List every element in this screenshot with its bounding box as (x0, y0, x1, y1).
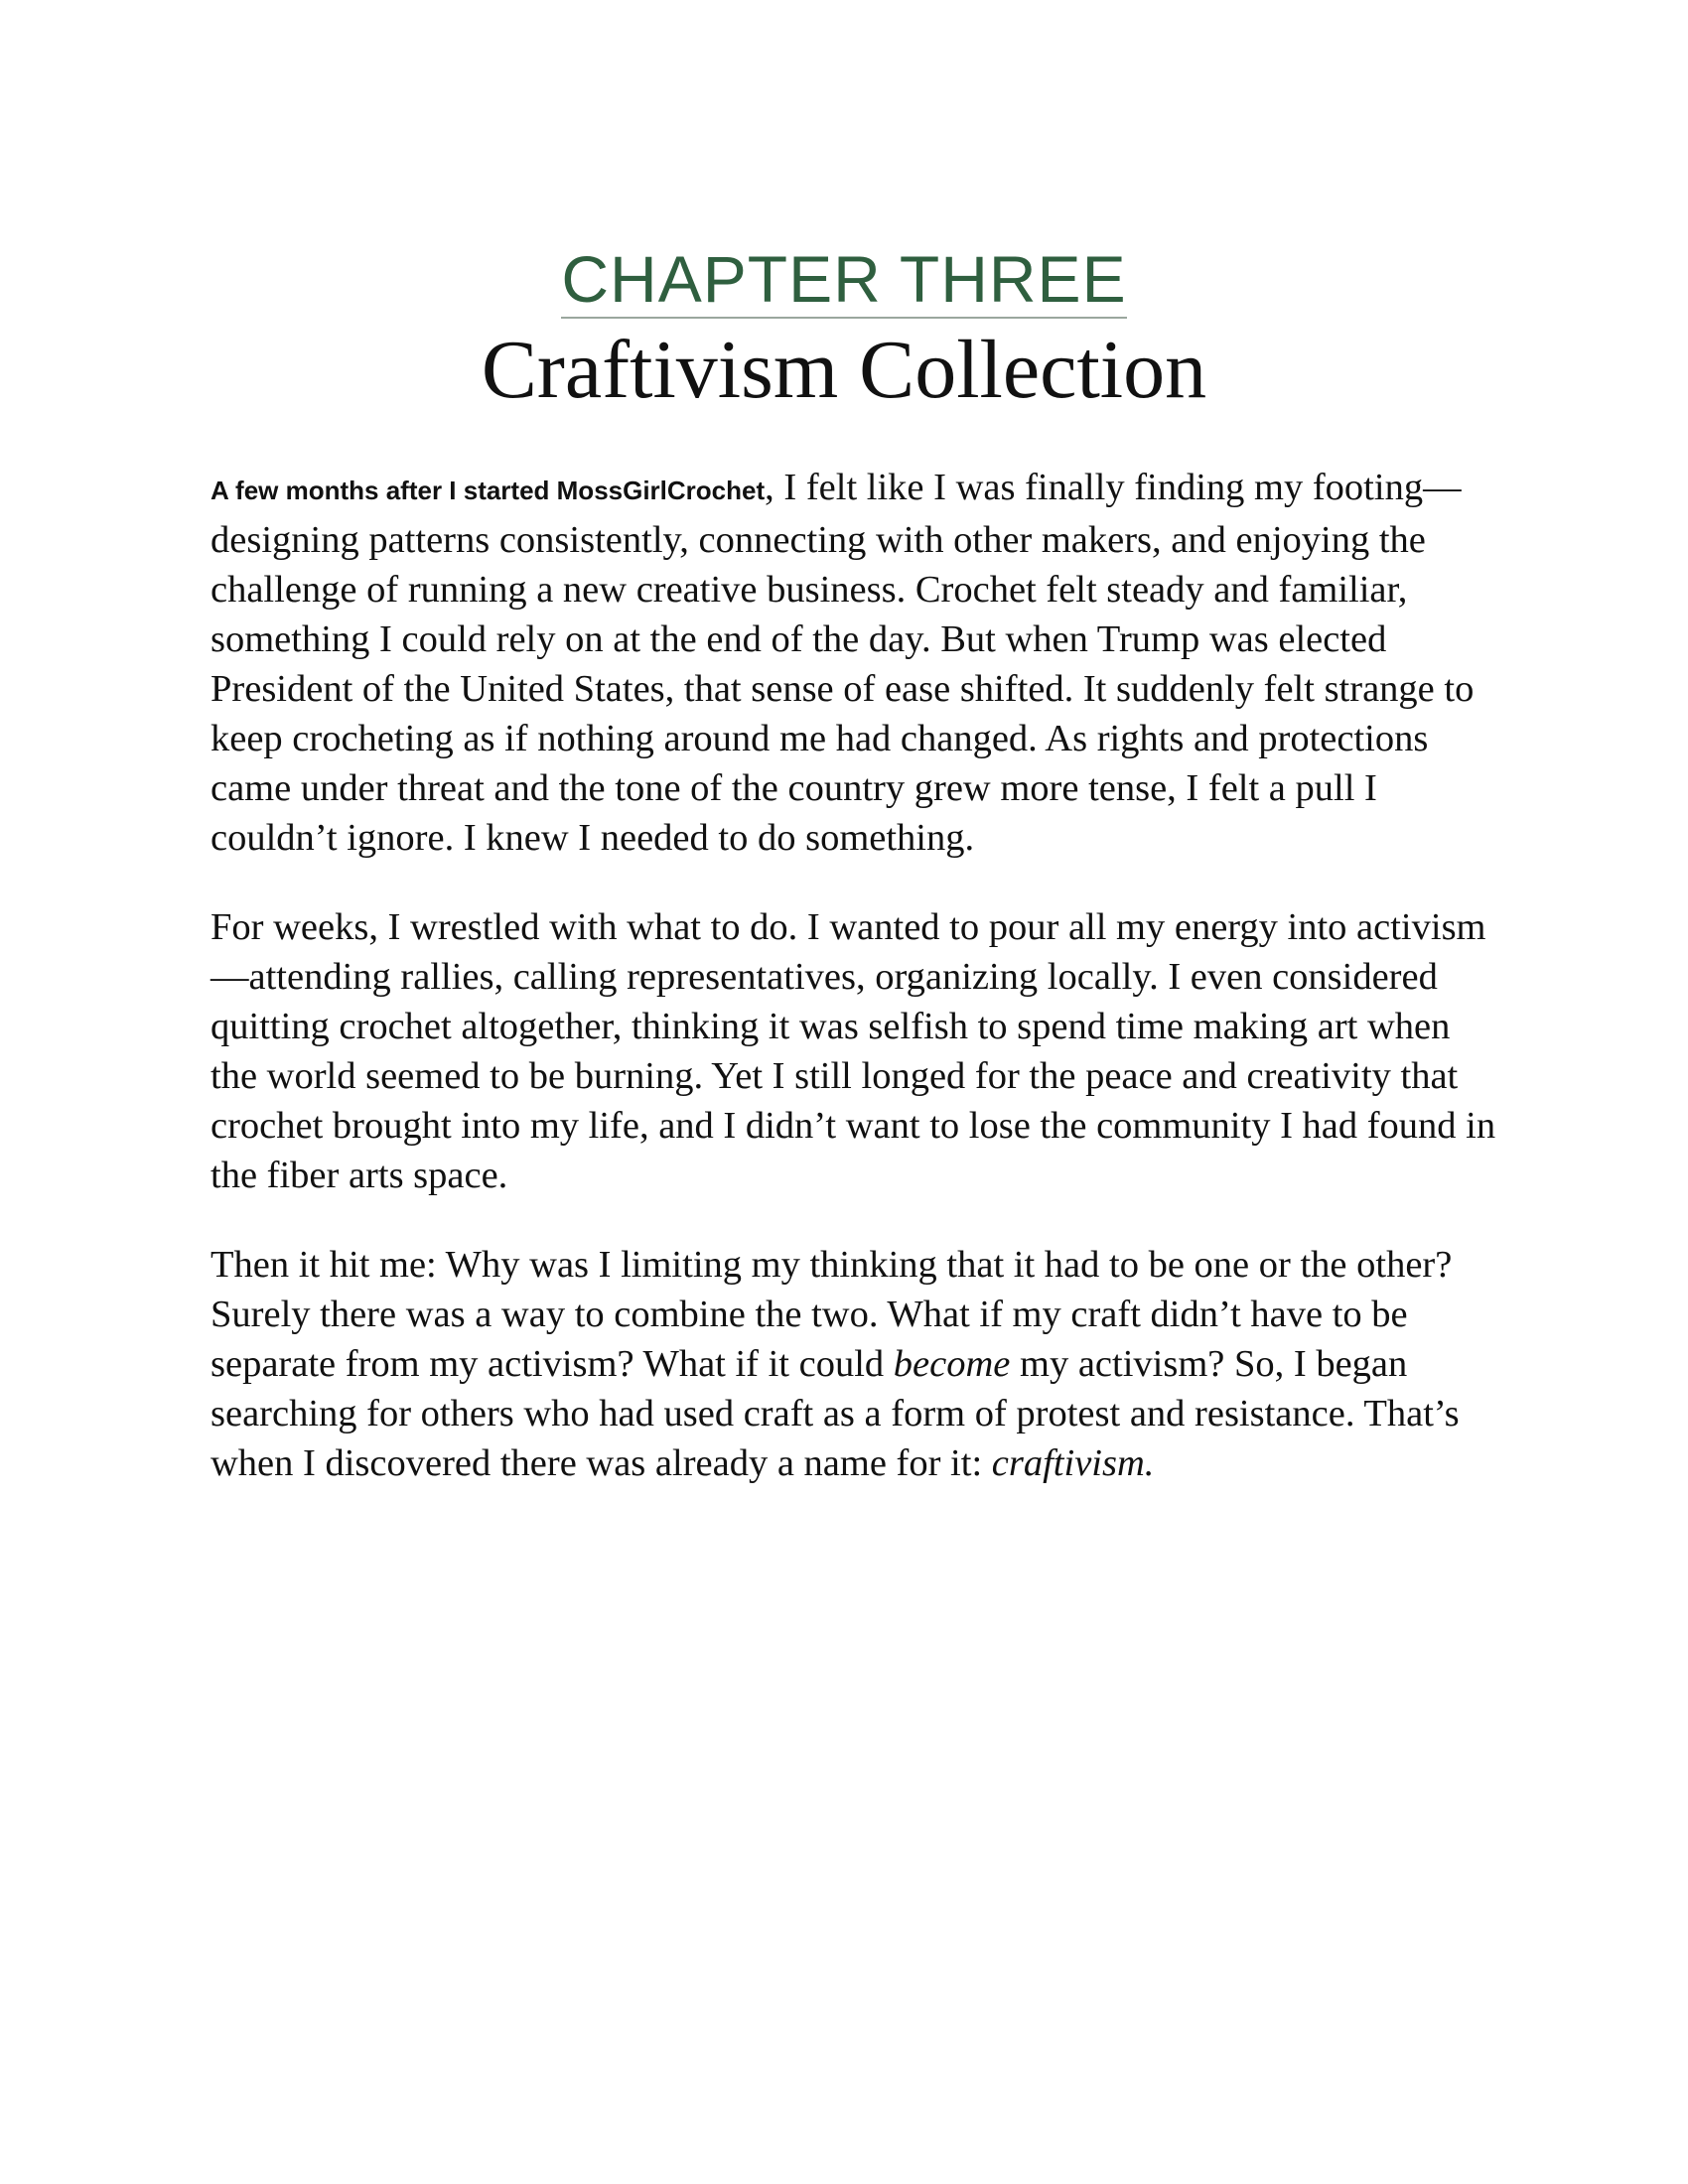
chapter-title: Craftivism Collection (481, 324, 1207, 416)
paragraph-3-text-before: Then it hit me: Why was I limiting my thinking that it had to be one or the other? Surely there was a way to combine the two. What if my craft didn’t have to be separate from my activism? What if it could (211, 1244, 1453, 1385)
paragraph-1-text: , I felt like I was finally finding my footing—designing patterns consistently, connecting with other makers, and enjoying the challenge of running a new creative business. Crochet felt steady and familiar, something I could rely on at the end of the day. But when Trump was elected President of the United States, that sense of ease shifted. It suddenly felt strange to keep crocheting as if nothing around me had changed. As rights and protections came under threat and the tone of the country grew more tense, I felt a pull I couldn’t ignore. I knew I needed to do something. (211, 467, 1475, 859)
chapter-label: CHAPTER THREE (561, 246, 1126, 319)
paragraph-3-emphasis-become: become (893, 1343, 1011, 1385)
paragraph-3 (211, 1240, 1501, 1488)
paragraph-3-emphasis-craftivism: craftivism. (991, 1442, 1155, 1484)
paragraph-2 (211, 902, 1501, 1200)
paragraph-2-text: For weeks, I wrestled with what to do. I wanted to pour all my energy into activism—attending rallies, calling representatives, organizing locally. I even considered quitting crochet altogether, thinking it was selfish to spend time making art when the world seemed to be burning. Yet I still longed for the peace and creativity that crochet brought into my life, and I didn’t want to lose the community I had found in the fiber arts space. (211, 906, 1496, 1196)
chapter-header (0, 242, 1688, 416)
paragraph-3-text-middle: my activism? So, I began searching for others who had used craft as a form of protest and resistance. That’s when I discovered there was already a name for it: (211, 1343, 1460, 1484)
paragraph-1-lead-in: A few months after I started MossGirlCrochet (211, 476, 766, 505)
paragraph-1 (211, 463, 1501, 863)
chapter-body (211, 463, 1501, 1528)
